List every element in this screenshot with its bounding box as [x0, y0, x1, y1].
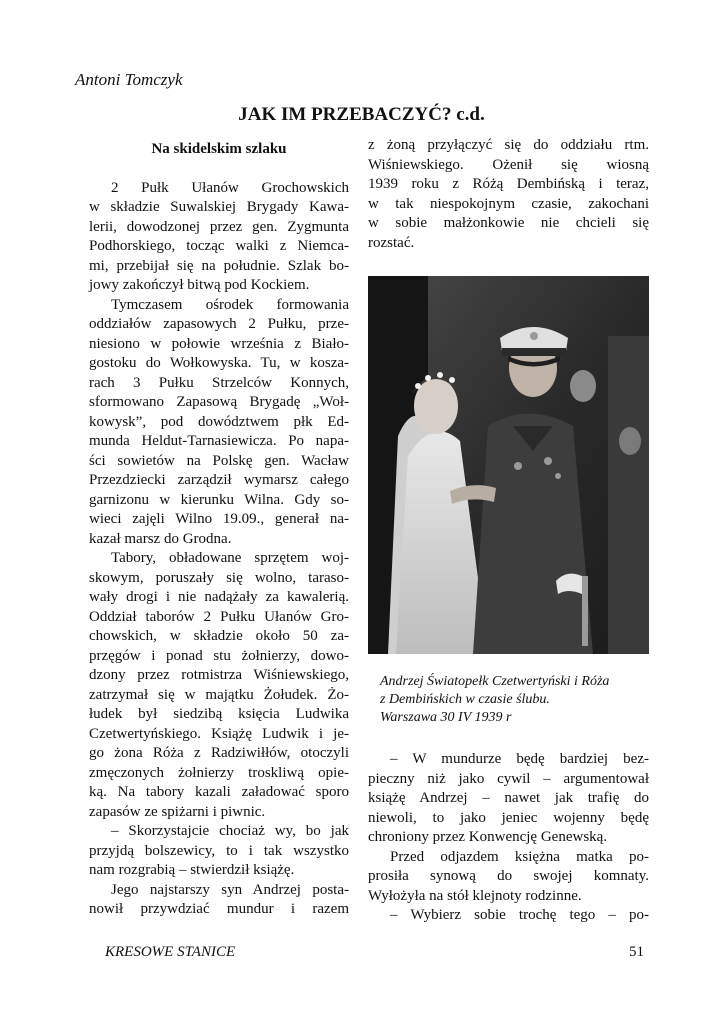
right-column-bottom — [368, 750, 649, 926]
journal-name: KRESOWE STANICE — [105, 944, 236, 960]
text-line: dzony przez rotmistrza Wiśniewskiego, — [89, 667, 349, 683]
text-line: rozstać. — [368, 234, 415, 251]
text-line: kowysk”, pod dowództwem płk Ed- — [89, 413, 349, 430]
text-line: wały drogi i nie nadążały za kawalerią. — [89, 589, 349, 605]
text-line: Przezdziecki zarządził wymarsz całego — [89, 472, 349, 488]
text-line: sformowano Zapasową Brygadę „Woł- — [89, 394, 349, 410]
text-line: Tymczasem ośrodek formowania — [111, 296, 349, 313]
page-number: 51 — [629, 944, 644, 960]
text-line: oddziałów zapasowych 2 Pułku, prze- — [89, 316, 349, 332]
wedding-photo — [368, 276, 649, 654]
text-line: Oddział taborów 2 Pułku Ułanów Gro- — [89, 608, 349, 625]
caption-line: Andrzej Światopełk Czetwertyński i Róża — [380, 674, 610, 689]
text-line: – Skorzystajcie chociaż wy, bo jak — [111, 823, 349, 839]
text-line: munda Heldut-Tarnasiewicza. Po napa- — [89, 433, 349, 449]
text-line: w tak niespokojnym czasie, zakochani — [368, 195, 649, 212]
text-line: przyjdą bolszewicy, to i tak wszystko — [89, 842, 349, 859]
text-line: ści sowietów na Polskę gen. Wacław — [89, 452, 349, 469]
text-line: pieczny niż jako cywil – argumentował — [368, 770, 649, 787]
text-line: ką. Na tabory kazali załadować sporo — [89, 784, 349, 800]
text-line: w składzie Suwalskiej Brygady Kawa- — [89, 199, 349, 215]
text-line: Tabory, obładowane sprzętem woj- — [111, 550, 349, 566]
text-line: skowym, poruszały się wolno, taraso- — [89, 569, 349, 586]
text-line: – W mundurze będę bardziej bez- — [390, 751, 649, 767]
author-name: Antoni Tomczyk — [75, 70, 183, 89]
text-line: Przed odjazdem księżna matka po- — [390, 848, 649, 865]
text-line: wieci zajęli Wilno 19.09., generał na- — [89, 511, 349, 527]
text-line: nam rozgrabią – stwierdził książę. — [89, 862, 295, 878]
text-line: lerii, dowodzonej przez gen. Zygmunta — [89, 218, 349, 235]
text-line: łudek był siedzibą księcia Ludwika — [89, 706, 349, 722]
text-line: przęgów i ponad stu żołnierzy, dowo- — [89, 647, 349, 664]
text-line: Jego najstarszy syn Andrzej posta- — [111, 881, 349, 898]
text-line: w sobie małżonkowie nie chcieli się — [368, 215, 649, 231]
text-line: chowskich, w składzie około 50 za- — [89, 628, 349, 644]
text-line: – Wybierz sobie trochę tego – po- — [390, 907, 649, 923]
text-line: Podhorskiego, tocząc walki z Niemca- — [89, 238, 349, 254]
text-line: Wiśniewskiego. Ożenił się wiosną — [368, 156, 649, 173]
text-line: garnizonu w kierunku Wilna. Gdy so- — [89, 491, 349, 508]
text-line: zapasów ze spiżarni i piwnic. — [89, 803, 266, 820]
text-line: Czetwertyńskiego. Książę Ludwik i je- — [89, 725, 349, 742]
section-subtitle: Na skidelskim szlaku — [151, 141, 287, 157]
text-line: kazał marsz do Grodna. — [89, 530, 232, 547]
text-line: książę Andrzej – nawet jak trafię do — [368, 790, 649, 806]
text-line: chroniony przez Konwencję Genewską. — [368, 829, 608, 845]
text-line: mi, przebijał się na południe. Szlak bo- — [89, 257, 349, 274]
text-line: Wyłożyła na stół klejnoty rodzinne. — [368, 887, 582, 904]
text-line: z żoną przyłączyć się do oddziału rtm. — [368, 137, 649, 153]
text-line: niewoli, to jako jeniec wojenny będę — [368, 809, 649, 826]
photo-caption — [380, 673, 609, 727]
left-column — [89, 140, 349, 920]
right-column-top — [368, 136, 649, 253]
text-line: zatrzymał się w majątku Żołudek. Żo- — [89, 686, 349, 703]
text-line: rach 3 Pułku Strzelców Konnych, — [89, 374, 349, 391]
caption-line: Warszawa 30 IV 1939 r — [380, 710, 512, 725]
text-line: nowił przywdziać mundur i razem — [89, 901, 349, 917]
text-line: go żona Róża z Radziwiłłów, otoczyli — [89, 745, 349, 761]
text-line: 1939 roku z Różą Dembińską i teraz, — [368, 176, 649, 192]
text-line: gostoku do Wołkowyska. Tu, w kosza- — [89, 355, 349, 371]
text-line: zmęczonych żołnierzy troskliwą opie- — [89, 764, 349, 781]
caption-line: z Dembińskich w czasie ślubu. — [380, 692, 550, 707]
text-line: prosiła synową do swojej komnaty. — [368, 868, 649, 884]
text-line: 2 Pułk Ułanów Grochowskich — [111, 179, 349, 196]
article-title: JAK IM PRZEBACZYĆ? c.d. — [238, 104, 485, 125]
text-line: jowy zakończył bitwą pod Kockiem. — [89, 277, 310, 293]
text-line: niesiono w połowie września z Biało- — [89, 335, 349, 352]
